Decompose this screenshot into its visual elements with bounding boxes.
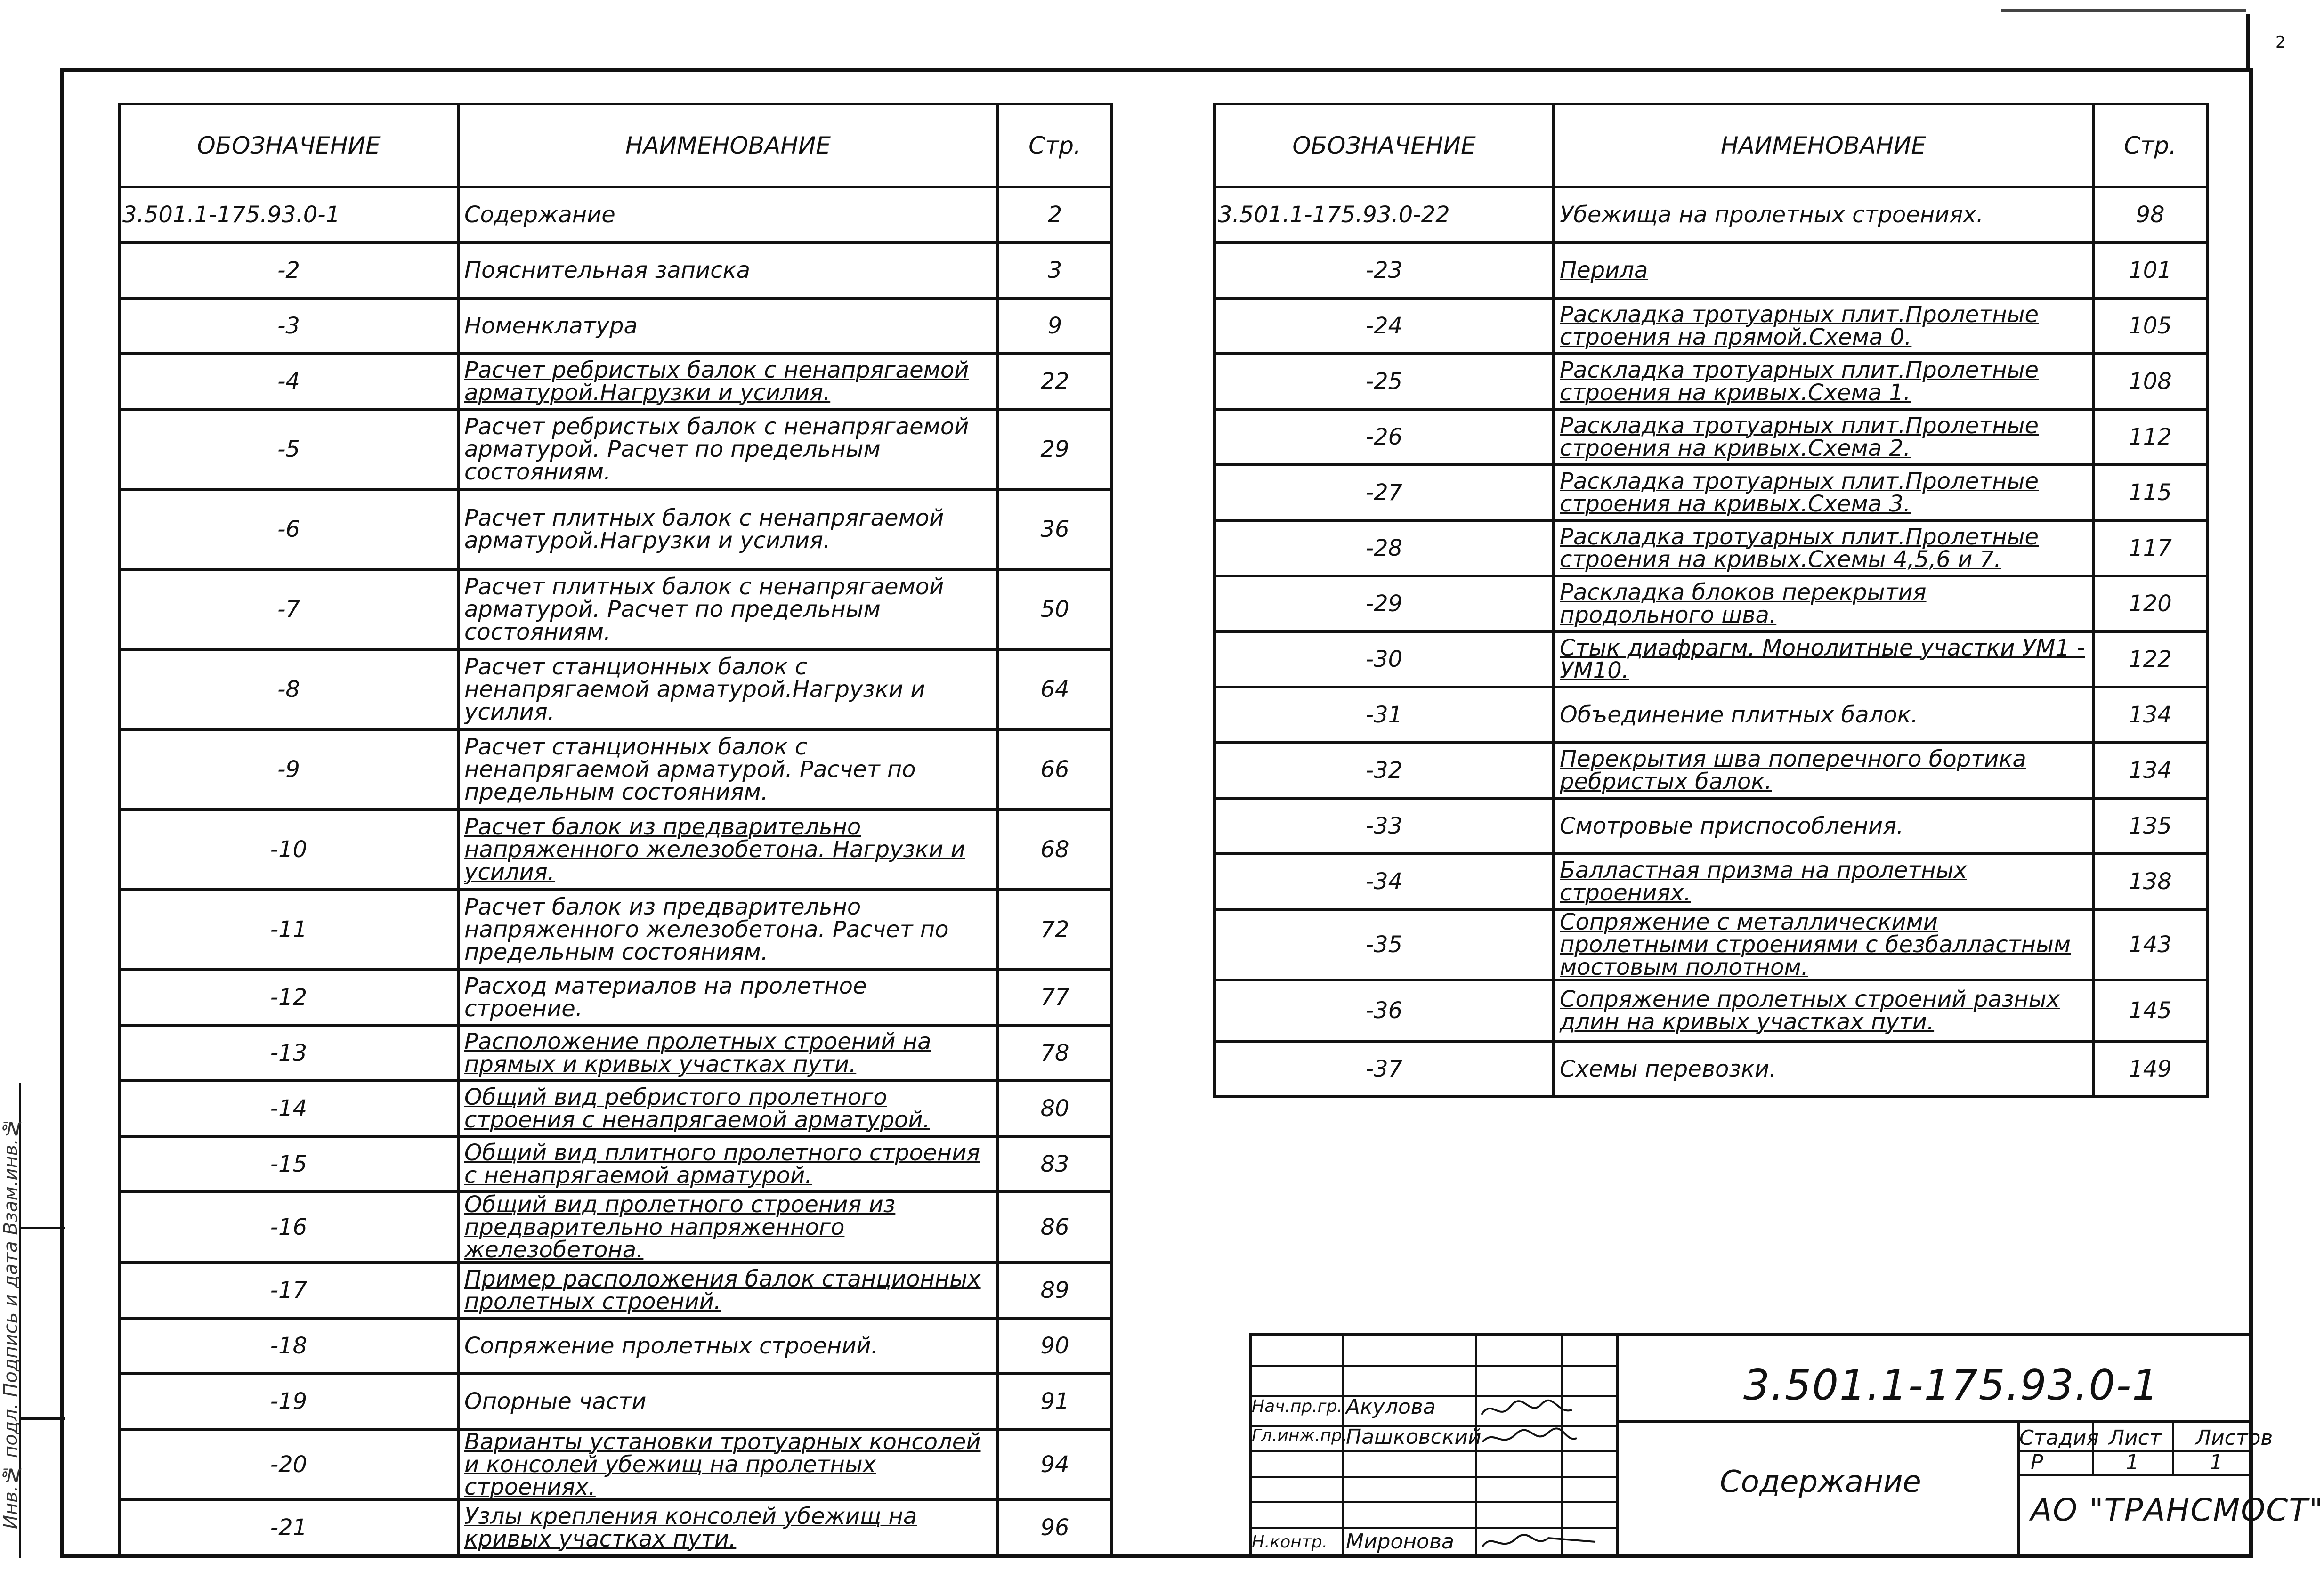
table-row [119, 649, 1112, 729]
row-name-text: Перекрытия шва поперечного бортика ребристых балок. [1560, 746, 2026, 795]
row-name-text: Расчет плитных балок с ненапрягаемой арматурой. Расчет по предельным состояниям. [464, 574, 944, 645]
row-name [458, 1374, 998, 1429]
row-designation: -34 [1215, 854, 1554, 909]
table-row [119, 1429, 1112, 1500]
table-row [119, 1025, 1112, 1081]
row-page: 78 [998, 1025, 1112, 1081]
row-designation: 3.501.1-175.93.0-1 [119, 187, 458, 243]
name-head-of-group: Акулова [1346, 1395, 1436, 1419]
row-name [458, 1192, 998, 1263]
row-name-text: Раскладка тротуарных плит.Пролетные строения на кривых.Схема 3. [1560, 468, 2039, 517]
sheets-label: Листов [2195, 1426, 2273, 1450]
row-page: 22 [998, 354, 1112, 409]
table-row [119, 1263, 1112, 1318]
header-name: НАИМЕНОВАНИЕ [1554, 104, 2093, 187]
row-name [458, 890, 998, 970]
row-designation: -16 [119, 1192, 458, 1263]
row-page: 149 [2093, 1041, 2207, 1097]
row-page: 143 [2093, 909, 2207, 980]
row-name-text: Опорные части [464, 1388, 647, 1415]
row-designation: -36 [1215, 980, 1554, 1041]
row-name-text: Пример расположения балок станционных пролетных строений. [464, 1266, 981, 1315]
row-designation: -24 [1215, 298, 1554, 354]
table-row [1215, 409, 2207, 465]
row-page: 29 [998, 409, 1112, 489]
row-name-text: Схемы перевозки. [1560, 1056, 1777, 1082]
row-name-text: Расчет балок из предварительно напряженного железобетона. Нагрузки и усилия. [464, 814, 965, 885]
row-name-text: Раскладка тротуарных плит.Пролетные строения на кривых.Схема 2. [1560, 413, 2039, 462]
row-designation: -23 [1215, 243, 1554, 298]
table-row [119, 1081, 1112, 1136]
row-designation: -13 [119, 1025, 458, 1081]
table-row [119, 729, 1112, 810]
row-designation: -37 [1215, 1041, 1554, 1097]
table-row [119, 489, 1112, 569]
row-designation: -4 [119, 354, 458, 409]
name-norm-control: Миронова [1346, 1530, 1454, 1554]
row-page: 108 [2093, 354, 2207, 409]
table-row [119, 243, 1112, 298]
row-designation: -18 [119, 1318, 458, 1374]
sheet-value: 1 [2126, 1450, 2139, 1474]
row-name-text: Сопряжение пролетных строений разных длин на кривых участках пути. [1560, 986, 2060, 1035]
role-norm-control: Н.контр. [1252, 1532, 1328, 1552]
header-designation: ОБОЗНАЧЕНИЕ [1215, 104, 1554, 187]
row-designation: -21 [119, 1500, 458, 1555]
table-row [1215, 909, 2207, 980]
table-row [119, 890, 1112, 970]
row-name [1554, 854, 2093, 909]
row-designation: -8 [119, 649, 458, 729]
row-name [458, 354, 998, 409]
row-name [458, 970, 998, 1025]
row-designation: -28 [1215, 520, 1554, 576]
row-page: 101 [2093, 243, 2207, 298]
header-page: Стр. [998, 104, 1112, 187]
row-designation: -20 [119, 1429, 458, 1500]
row-name [1554, 354, 2093, 409]
row-name [1554, 409, 2093, 465]
top-rule [2001, 9, 2246, 12]
row-name-text: Сопряжение пролетных строений. [464, 1333, 878, 1359]
row-page: 105 [2093, 298, 2207, 354]
row-name [458, 298, 998, 354]
sheet-label: Лист [2109, 1426, 2162, 1450]
row-page: 3 [998, 243, 1112, 298]
table-row [1215, 854, 2207, 909]
table-row [119, 569, 1112, 649]
table-row [1215, 187, 2207, 243]
row-designation: -32 [1215, 743, 1554, 798]
table-row [119, 1192, 1112, 1263]
row-name [1554, 909, 2093, 980]
row-name [1554, 1041, 2093, 1097]
row-page: 86 [998, 1192, 1112, 1263]
contents-table-right [1213, 103, 2209, 1098]
row-page: 68 [998, 810, 1112, 890]
role-head-of-group: Нач.пр.гр. [1252, 1397, 1343, 1416]
row-designation: -11 [119, 890, 458, 970]
table-row [119, 1500, 1112, 1555]
row-page: 9 [998, 298, 1112, 354]
row-page: 80 [998, 1081, 1112, 1136]
row-name [458, 569, 998, 649]
top-tick [2246, 14, 2250, 72]
row-name [1554, 520, 2093, 576]
row-name-text: Сопряжение с металлическими пролетными строениями с безбалластным мостовым полотном. [1560, 909, 2071, 980]
row-name [458, 649, 998, 729]
row-name-text: Расчет ребристых балок с ненапрягаемой арматурой.Нагрузки и усилия. [464, 357, 969, 406]
row-designation: -2 [119, 243, 458, 298]
table-row [1215, 632, 2207, 687]
row-page: 36 [998, 489, 1112, 569]
row-name-text: Расчет балок из предварительно напряженного железобетона. Расчет по предельным состояниям. [464, 894, 949, 965]
row-designation: -14 [119, 1081, 458, 1136]
row-page: 120 [2093, 576, 2207, 632]
row-name [1554, 465, 2093, 520]
row-name [458, 1263, 998, 1318]
table-row [119, 1374, 1112, 1429]
row-page: 112 [2093, 409, 2207, 465]
row-name-text: Общий вид ребристого пролетного строения с ненапрягаемой арматурой. [464, 1084, 930, 1133]
row-designation: -35 [1215, 909, 1554, 980]
table-header-row [119, 104, 1112, 187]
row-name [458, 810, 998, 890]
signature-3 [1478, 1528, 1600, 1556]
row-name [458, 1500, 998, 1555]
table-row [1215, 576, 2207, 632]
page-number: 2 [2275, 33, 2286, 52]
row-page: 115 [2093, 465, 2207, 520]
row-name-text: Варианты установки тротуарных консолей и консолей убежищ на пролетных строениях. [464, 1429, 981, 1500]
row-page: 134 [2093, 743, 2207, 798]
row-name-text: Узлы крепления консолей убежищ на кривых участках пути. [464, 1503, 917, 1552]
stage-value: Р [2031, 1450, 2043, 1474]
row-name-text: Объединение плитных балок. [1560, 702, 1918, 728]
table-row [119, 970, 1112, 1025]
row-name [458, 1318, 998, 1374]
row-page: 64 [998, 649, 1112, 729]
sheet-title: Содержание [1720, 1465, 1921, 1499]
role-chief-engineer: Гл.инж.пр. [1252, 1426, 1348, 1445]
row-designation: -15 [119, 1136, 458, 1192]
table-row [1215, 798, 2207, 854]
row-designation: -17 [119, 1263, 458, 1318]
row-page: 94 [998, 1429, 1112, 1500]
row-name-text: Расчет плитных балок с ненапрягаемой арматурой.Нагрузки и усилия. [464, 505, 944, 554]
row-name [458, 409, 998, 489]
row-name [1554, 798, 2093, 854]
row-page: 145 [2093, 980, 2207, 1041]
row-designation: 3.501.1-175.93.0-22 [1215, 187, 1554, 243]
row-page: 96 [998, 1500, 1112, 1555]
row-page: 77 [998, 970, 1112, 1025]
title-block [1249, 1333, 2324, 1558]
row-name-text: Раскладка блоков перекрытия продольного шва. [1560, 579, 1927, 628]
signature-1 [1478, 1396, 1581, 1424]
row-name-text: Содержание [464, 202, 615, 228]
row-name [1554, 980, 2093, 1041]
table-row [119, 409, 1112, 489]
row-name [1554, 187, 2093, 243]
header-page: Стр. [2093, 104, 2207, 187]
row-name [1554, 243, 2093, 298]
row-page: 122 [2093, 632, 2207, 687]
row-name-text: Общий вид плитного пролетного строения с ненапрягаемой арматурой. [464, 1140, 980, 1189]
stage-label: Стадия [2019, 1426, 2099, 1450]
row-name-text: Перила [1560, 257, 1648, 283]
row-name [458, 1429, 998, 1500]
row-designation: -5 [119, 409, 458, 489]
sheets-value: 1 [2210, 1450, 2223, 1474]
row-name [458, 243, 998, 298]
row-page: 90 [998, 1318, 1112, 1374]
row-name [458, 1081, 998, 1136]
row-name [1554, 743, 2093, 798]
row-name [1554, 576, 2093, 632]
row-designation: -29 [1215, 576, 1554, 632]
header-designation: ОБОЗНАЧЕНИЕ [119, 104, 458, 187]
table-row [1215, 520, 2207, 576]
organization-name: АО "ТРАНСМОСТ" [2031, 1492, 2324, 1528]
table-row [119, 1136, 1112, 1192]
row-designation: -6 [119, 489, 458, 569]
table-header-row [1215, 104, 2207, 187]
row-name [458, 489, 998, 569]
table-row [1215, 1041, 2207, 1097]
row-name-text: Стык диафрагм. Монолитные участки УМ1 - УМ10. [1560, 635, 2085, 684]
document-code: 3.501.1-175.93.0-1 [1743, 1361, 2160, 1409]
binding-strip-text: Инв.№ подл. Подпись и дата Взам.инв.№ [0, 1117, 22, 1530]
row-designation: -19 [119, 1374, 458, 1429]
contents-table-left [118, 103, 1113, 1557]
table-row [1215, 243, 2207, 298]
table-row [119, 1318, 1112, 1374]
table-row [1215, 354, 2207, 409]
row-designation: -27 [1215, 465, 1554, 520]
row-page: 72 [998, 890, 1112, 970]
row-designation: -26 [1215, 409, 1554, 465]
row-name-text: Расход материалов на пролетное строение. [464, 973, 867, 1022]
row-name-text: Номенклатура [464, 313, 638, 339]
table-row [119, 187, 1112, 243]
row-designation: -25 [1215, 354, 1554, 409]
table-row [1215, 743, 2207, 798]
row-name [458, 729, 998, 810]
table-row [1215, 298, 2207, 354]
header-name: НАИМЕНОВАНИЕ [458, 104, 998, 187]
row-designation: -33 [1215, 798, 1554, 854]
row-page: 98 [2093, 187, 2207, 243]
name-chief-engineer: Пашковский [1346, 1425, 1482, 1449]
row-name-text: Раскладка тротуарных плит.Пролетные строения на кривых.Схемы 4,5,6 и 7. [1560, 524, 2039, 573]
row-name [1554, 298, 2093, 354]
row-designation: -3 [119, 298, 458, 354]
row-name-text: Раскладка тротуарных плит.Пролетные строения на кривых.Схема 1. [1560, 357, 2039, 406]
row-designation: -12 [119, 970, 458, 1025]
row-name-text: Расположение пролетных строений на прямых и кривых участках пути. [464, 1028, 931, 1077]
row-page: 89 [998, 1263, 1112, 1318]
row-name [458, 1136, 998, 1192]
row-designation: -31 [1215, 687, 1554, 743]
table-row [119, 354, 1112, 409]
row-page: 134 [2093, 687, 2207, 743]
table-row [1215, 687, 2207, 743]
row-page: 117 [2093, 520, 2207, 576]
row-page: 135 [2093, 798, 2207, 854]
table-row [119, 810, 1112, 890]
row-designation: -10 [119, 810, 458, 890]
row-name [458, 1025, 998, 1081]
row-name-text: Раскладка тротуарных плит.Пролетные строения на прямой.Схема 0. [1560, 301, 2039, 350]
table-row [1215, 465, 2207, 520]
row-name-text: Смотровые приспособления. [1560, 813, 1904, 839]
row-page: 66 [998, 729, 1112, 810]
row-designation: -7 [119, 569, 458, 649]
row-name-text: Убежища на пролетных строениях. [1560, 202, 1984, 228]
row-page: 2 [998, 187, 1112, 243]
row-designation: -30 [1215, 632, 1554, 687]
row-page: 83 [998, 1136, 1112, 1192]
row-name-text: Расчет станционных балок с ненапрягаемой арматурой. Расчет по предельным состояниям. [464, 734, 916, 805]
signature-2 [1478, 1425, 1581, 1451]
row-name-text: Расчет станционных балок с ненапрягаемой арматурой.Нагрузки и усилия. [464, 654, 925, 725]
table-row [1215, 980, 2207, 1041]
row-name [1554, 632, 2093, 687]
row-page: 50 [998, 569, 1112, 649]
row-designation: -9 [119, 729, 458, 810]
row-name-text: Балластная призма на пролетных строениях. [1560, 857, 1967, 906]
table-row [119, 298, 1112, 354]
row-name-text: Расчет ребристых балок с ненапрягаемой арматурой. Расчет по предельным состояниям. [464, 413, 969, 485]
row-name [1554, 687, 2093, 743]
row-name-text: Общий вид пролетного строения из предварительно напряженного железобетона. [464, 1191, 896, 1263]
row-name [458, 187, 998, 243]
row-name-text: Пояснительная записка [464, 257, 751, 283]
row-page: 138 [2093, 854, 2207, 909]
row-page: 91 [998, 1374, 1112, 1429]
